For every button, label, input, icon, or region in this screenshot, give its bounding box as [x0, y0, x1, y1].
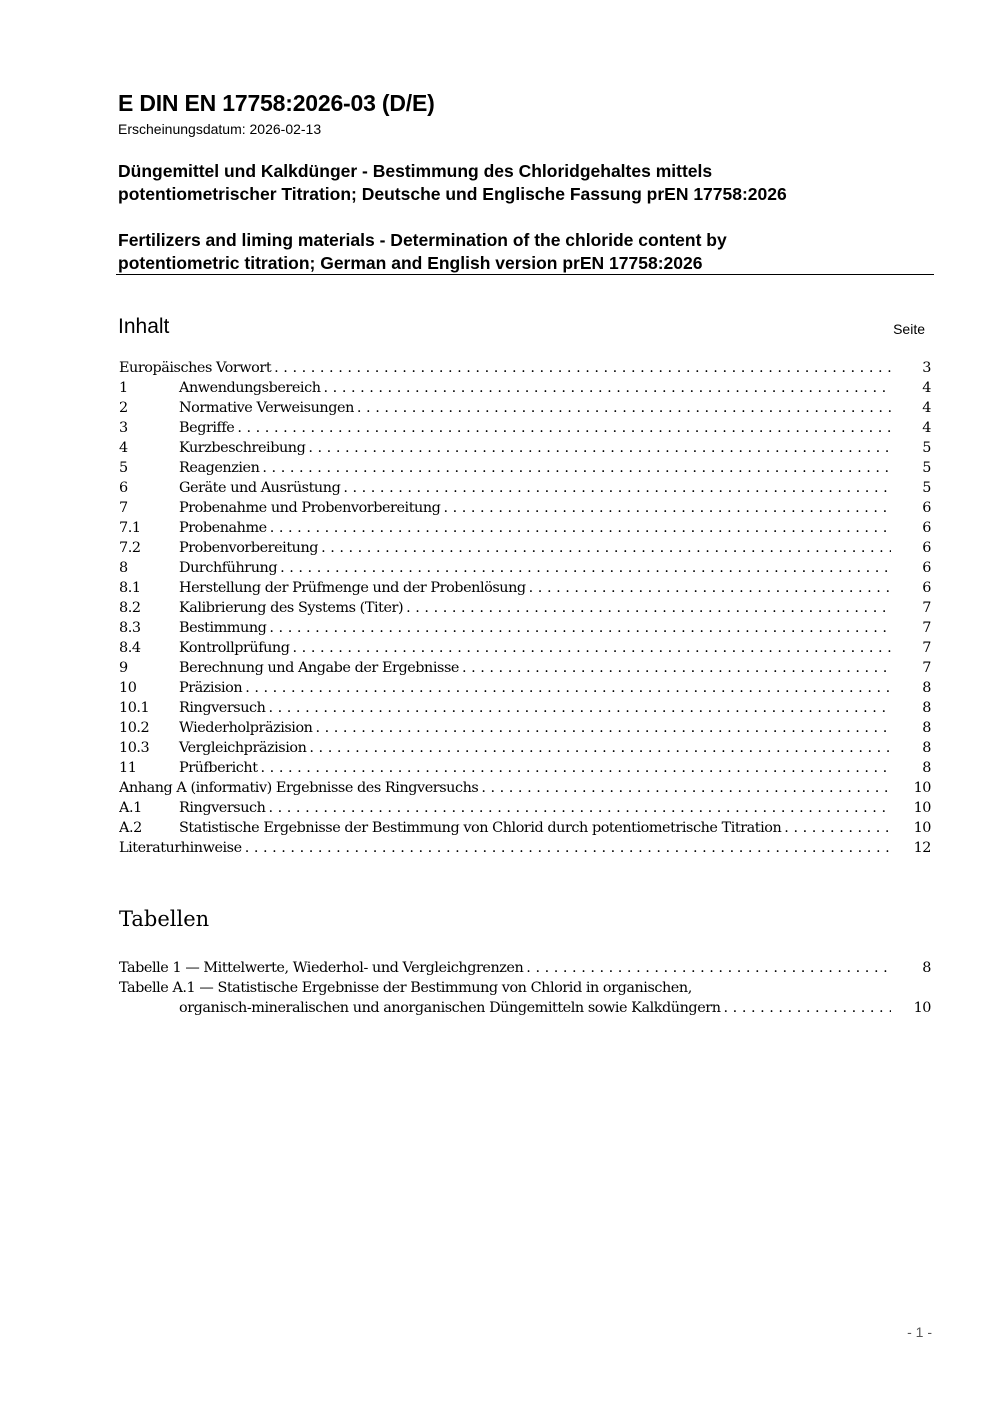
toc-entry-page: 12	[913, 840, 931, 856]
toc-entry-title: Reagenzien	[179, 460, 260, 476]
dot-leader	[261, 758, 891, 778]
toc-entry-title: Kalibrierung des Systems (Titer)	[179, 600, 404, 616]
toc-entry[interactable]	[119, 398, 931, 418]
toc-entry[interactable]	[119, 518, 931, 538]
toc-entry[interactable]	[119, 578, 931, 598]
page-column-label: Seite	[893, 321, 925, 337]
toc-entry-title: Durchführung	[179, 560, 278, 576]
dot-leader	[270, 518, 891, 538]
dot-leader	[268, 698, 891, 718]
toc-entry-title: Präzision	[179, 680, 243, 696]
toc-entry-number: 8	[119, 560, 128, 576]
dot-leader	[237, 418, 891, 438]
toc-entry-page: 8	[922, 720, 931, 736]
toc-entry-title: Herstellung der Prüfmenge und der Probenlösung	[179, 580, 526, 596]
toc-entry-title: Anwendungsbereich	[179, 380, 321, 396]
toc-entry[interactable]	[119, 818, 931, 838]
toc-entry-title: Probenvorbereitung	[179, 540, 319, 556]
toc-entry[interactable]	[119, 778, 931, 798]
toc-entry-page: 4	[922, 420, 931, 436]
toc-entry-title: Probenahme und Probenvorbereitung	[179, 500, 441, 516]
toc-entry-title: Normative Verweisungen	[179, 400, 354, 416]
list-of-tables	[119, 958, 931, 1018]
toc-entry-number: A.2	[119, 820, 142, 836]
toc-entry-number: 10.2	[119, 720, 150, 736]
toc-entry-title: Geräte und Ausrüstung	[179, 480, 341, 496]
toc-entry-number: 7	[119, 500, 128, 516]
page-number: - 1 -	[907, 1324, 932, 1340]
german-title-line-2: potentiometrischer Titration; Deutsche und Englische Fassung prEN 17758:2026	[118, 184, 787, 204]
tables-heading: Tabellen	[119, 907, 210, 931]
toc-entry-title: Prüfbericht	[179, 760, 258, 776]
toc-entry-page: 8	[922, 700, 931, 716]
toc-entry-page: 7	[922, 640, 931, 656]
toc-entry-page: 10	[913, 820, 931, 836]
toc-entry-number: 7.2	[119, 540, 141, 556]
toc-entry[interactable]	[119, 378, 931, 398]
toc-entry[interactable]	[119, 838, 931, 858]
toc-entry-page: 7	[922, 660, 931, 676]
dot-leader	[324, 378, 891, 398]
toc-entry-number: 4	[119, 440, 128, 456]
toc-entry-title: Vergleichpräzision	[179, 740, 307, 756]
document-id: E DIN EN 17758:2026-03 (D/E)	[118, 90, 435, 116]
toc-entry-number: 1	[119, 380, 128, 396]
toc-entry[interactable]	[119, 418, 931, 438]
toc-entry-page: 5	[922, 440, 931, 456]
toc-entry[interactable]	[119, 598, 931, 618]
toc-entry[interactable]	[119, 498, 931, 518]
dot-leader	[526, 958, 891, 978]
toc-entry-title: Ringversuch	[179, 700, 266, 716]
toc-entry-title: Anhang A (informativ) Ergebnisse des Ringversuchs	[119, 780, 479, 796]
toc-heading: Inhalt	[118, 315, 170, 338]
toc-entry[interactable]	[119, 638, 931, 658]
table-entry-2-line-2[interactable]	[119, 998, 931, 1018]
dot-leader	[245, 838, 891, 858]
toc-entry-title: Probenahme	[179, 520, 267, 536]
toc-entry-page: 6	[922, 500, 931, 516]
dot-leader	[262, 458, 891, 478]
toc-entry[interactable]	[119, 718, 931, 738]
toc-entry-page: 8	[922, 740, 931, 756]
toc-entry-number: 8.1	[119, 580, 141, 596]
dot-leader	[269, 618, 891, 638]
toc-entry-number: 11	[119, 760, 137, 776]
toc-entry-page: 6	[922, 580, 931, 596]
toc-entry[interactable]	[119, 478, 931, 498]
toc-entry-page: 5	[922, 480, 931, 496]
toc-entry[interactable]	[119, 698, 931, 718]
toc-entry[interactable]	[119, 758, 931, 778]
toc-entry-page: 4	[922, 400, 931, 416]
toc-entry[interactable]	[119, 798, 931, 818]
table-entry-page: 10	[913, 1000, 931, 1016]
table-entry-2-line-1[interactable]	[119, 978, 931, 998]
publication-date: Erscheinungsdatum: 2026-02-13	[118, 121, 322, 137]
dot-leader	[784, 818, 891, 838]
toc-entry-title: Kontrollprüfung	[179, 640, 290, 656]
table-entry-title: Tabelle A.1 — Statistische Ergebnisse der Bestimmung von Chlorid in organischen,	[119, 980, 692, 996]
toc-entry-page: 5	[922, 460, 931, 476]
toc-entry-number: 3	[119, 420, 128, 436]
toc-entry-number: 6	[119, 480, 128, 496]
dot-leader	[529, 578, 891, 598]
dot-leader	[308, 438, 891, 458]
header-divider	[116, 274, 934, 275]
toc-entry-title: Wiederholpräzision	[179, 720, 313, 736]
toc-entry[interactable]	[119, 538, 931, 558]
toc-entry-number: 7.1	[119, 520, 141, 536]
table-entry-title-continued: organisch-mineralischen und anorganischen Düngemitteln sowie Kalkdüngern	[179, 1000, 721, 1016]
toc-entry[interactable]	[119, 438, 931, 458]
toc-entry-number: A.1	[119, 800, 142, 816]
table-entry-page: 8	[922, 960, 931, 976]
toc-entry-page: 8	[922, 760, 931, 776]
german-title	[118, 160, 918, 206]
toc-entry-number: 9	[119, 660, 128, 676]
toc-entry-page: 3	[922, 360, 931, 376]
table-of-contents	[119, 358, 931, 858]
dot-leader	[293, 638, 891, 658]
toc-entry-page: 10	[913, 800, 931, 816]
toc-entry-title: Begriffe	[179, 420, 235, 436]
toc-entry-page: 4	[922, 380, 931, 396]
toc-entry-number: 8.3	[119, 620, 141, 636]
german-title-line-1: Düngemittel und Kalkdünger - Bestimmung des Chloridgehaltes mittels	[118, 161, 713, 181]
toc-entry-number: 8.2	[119, 600, 141, 616]
toc-entry[interactable]	[119, 678, 931, 698]
toc-entry-page: 6	[922, 520, 931, 536]
dot-leader	[309, 738, 891, 758]
dot-leader	[268, 798, 891, 818]
toc-entry-title: Kurzbeschreibung	[179, 440, 306, 456]
toc-entry-number: 10.1	[119, 700, 150, 716]
toc-entry-page: 6	[922, 540, 931, 556]
dot-leader	[321, 538, 891, 558]
table-entry-title: Tabelle 1 — Mittelwerte, Wiederhol- und Vergleichgrenzen	[119, 960, 524, 976]
dot-leader	[357, 398, 891, 418]
english-title-line-1: Fertilizers and liming materials - Determination of the chloride content by	[118, 230, 727, 250]
toc-entry[interactable]	[119, 618, 931, 638]
dot-leader	[462, 658, 891, 678]
toc-entry-page: 7	[922, 600, 931, 616]
dot-leader	[481, 778, 891, 798]
toc-entry-page: 8	[922, 680, 931, 696]
english-title	[118, 229, 918, 275]
english-title-line-2: potentiometric titration; German and English version prEN 17758:2026	[118, 253, 703, 273]
toc-entry-number: 2	[119, 400, 128, 416]
toc-entry-title: Statistische Ergebnisse der Bestimmung von Chlorid durch potentiometrische Titration	[179, 820, 782, 836]
dot-leader	[280, 558, 891, 578]
dot-leader	[274, 358, 891, 378]
toc-entry[interactable]	[119, 738, 931, 758]
toc-entry-title: Bestimmung	[179, 620, 267, 636]
dot-leader	[315, 718, 891, 738]
toc-entry-page: 6	[922, 560, 931, 576]
toc-entry[interactable]	[119, 458, 931, 478]
dot-leader	[443, 498, 891, 518]
toc-entry-title: Literaturhinweise	[119, 840, 242, 856]
toc-entry-number: 10	[119, 680, 137, 696]
toc-entry-title: Berechnung und Angabe der Ergebnisse	[179, 660, 459, 676]
dot-leader	[724, 998, 891, 1018]
toc-entry[interactable]	[119, 358, 931, 378]
toc-entry-number: 10.3	[119, 740, 150, 756]
dot-leader	[406, 598, 891, 618]
table-entry-1[interactable]	[119, 958, 931, 978]
toc-entry-number: 5	[119, 460, 128, 476]
dot-leader	[343, 478, 891, 498]
toc-entry-page: 7	[922, 620, 931, 636]
toc-entry-page: 10	[913, 780, 931, 796]
dot-leader	[245, 678, 891, 698]
toc-entry-number: 8.4	[119, 640, 141, 656]
toc-entry-title: Ringversuch	[179, 800, 266, 816]
toc-entry[interactable]	[119, 558, 931, 578]
toc-entry-title: Europäisches Vorwort	[119, 360, 272, 376]
toc-entry[interactable]	[119, 658, 931, 678]
